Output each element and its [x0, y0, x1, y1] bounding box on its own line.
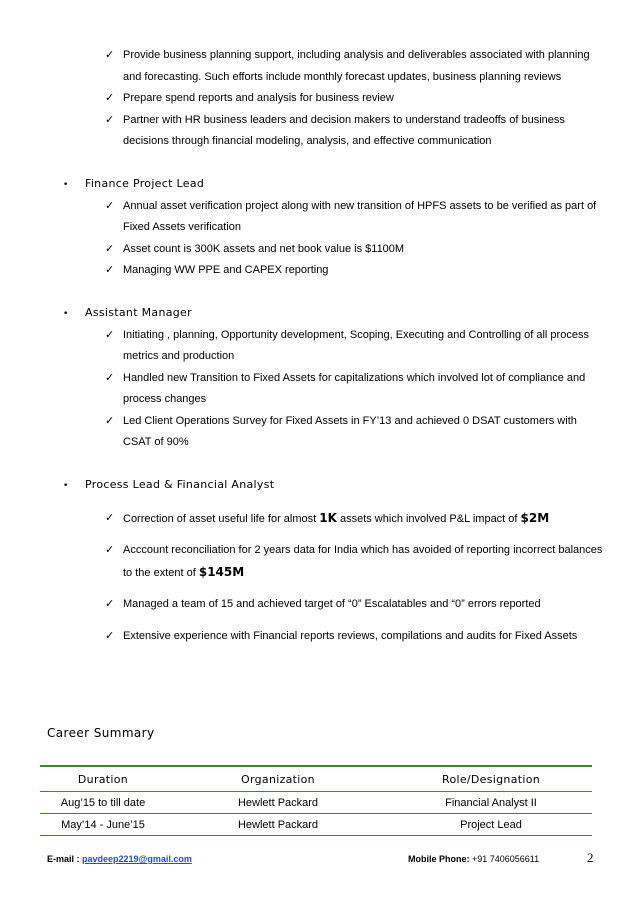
duty-line: Managed a team of 15 and achieved target of “0” Escalatables and “0” errors reported [123, 598, 541, 610]
duty-line: Asset count is 300K assets and net book value is $1100M [123, 243, 405, 255]
footer-email [47, 854, 192, 864]
bullet-icon: • [63, 309, 69, 319]
duty-line: Partner with HR business leaders and decision makers to understand tradeoffs of business [123, 114, 565, 126]
duty-line: decisions through financial modeling, analysis, and effective communication [123, 135, 492, 147]
email-link[interactable]: pavdeep2219@gmail.com [82, 854, 192, 864]
check-icon: ✓ [105, 113, 115, 126]
phone-label: Mobile Phone: [408, 854, 470, 864]
duty-line: Correction of asset useful life for almost 1K assets which involved P&L impact of $2M [123, 511, 550, 525]
table-row [40, 792, 592, 814]
duty-line: process changes [123, 393, 207, 405]
role-heading: Finance Project Lead [85, 177, 205, 190]
table-cell: Aug’15 to till date [60, 796, 146, 809]
career-table [40, 765, 592, 836]
table-row [40, 814, 592, 836]
table-cell: May’14 - June’15 [61, 818, 145, 831]
bullet-icon: • [63, 180, 69, 190]
check-icon: ✓ [105, 371, 115, 384]
duty-line: CSAT of 90% [123, 436, 189, 448]
footer-phone [408, 854, 539, 864]
duty-line: Acccount reconciliation for 2 years data for India which has avoided of reporting incorrect balances [123, 544, 603, 556]
check-icon: ✓ [105, 629, 115, 642]
duty-line: Fixed Assets verification [123, 221, 241, 233]
table-cell: Financial Analyst II [445, 796, 537, 809]
role-heading: Assistant Manager [85, 306, 192, 319]
table-header-row [40, 766, 592, 792]
table-cell: Hewlett Packard [237, 818, 319, 831]
section-title-career-summary: Career Summary [47, 726, 155, 740]
duty-line: metrics and production [123, 350, 235, 362]
duty-line: Annual asset verification project along with new transition of HPFS assets to be verified as part of [123, 200, 597, 212]
duty-line: Initiating , planning, Opportunity development, Scoping, Executing and Controlling of all process [123, 329, 589, 341]
check-icon: ✓ [105, 91, 115, 104]
check-icon: ✓ [105, 414, 115, 427]
duty-line: Provide business planning support, including analysis and deliverables associated with planning [123, 49, 590, 61]
column-header-role: Role/Designation [442, 772, 540, 786]
table-cell: Hewlett Packard [237, 796, 319, 809]
bullet-icon: • [63, 481, 69, 491]
check-icon: ✓ [105, 199, 115, 212]
phone-number: +91 7406056611 [469, 854, 540, 864]
table-cell: Project Lead [460, 818, 522, 831]
email-label: E-mail : [47, 854, 83, 864]
check-icon: ✓ [105, 263, 115, 276]
role-heading: Process Lead & Financial Analyst [85, 478, 275, 491]
duty-line: Prepare spend reports and analysis for business review [123, 92, 394, 104]
check-icon: ✓ [105, 48, 115, 61]
check-icon: ✓ [105, 328, 115, 341]
duty-line: Extensive experience with Financial reports reviews, compilations and audits for Fixed Assets [123, 630, 578, 642]
duty-line: to the extent of $145M [123, 565, 245, 579]
duty-line: Led Client Operations Survey for Fixed Assets in FY’13 and achieved 0 DSAT customers with [123, 415, 577, 427]
check-icon: ✓ [105, 543, 115, 556]
check-icon: ✓ [105, 597, 115, 610]
check-icon: ✓ [105, 242, 115, 255]
page-number: 2 [587, 850, 594, 865]
check-icon: ✓ [105, 511, 115, 524]
duty-line: Managing WW PPE and CAPEX reporting [123, 264, 329, 276]
column-header-duration: Duration [77, 772, 129, 786]
duty-line: and forecasting. Such efforts include monthly forecast updates, business planning reviews [123, 71, 562, 83]
column-header-organization: Organization [241, 772, 315, 786]
duty-line: Handled new Transition to Fixed Assets for capitalizations which involved lot of compliance and [123, 372, 586, 384]
